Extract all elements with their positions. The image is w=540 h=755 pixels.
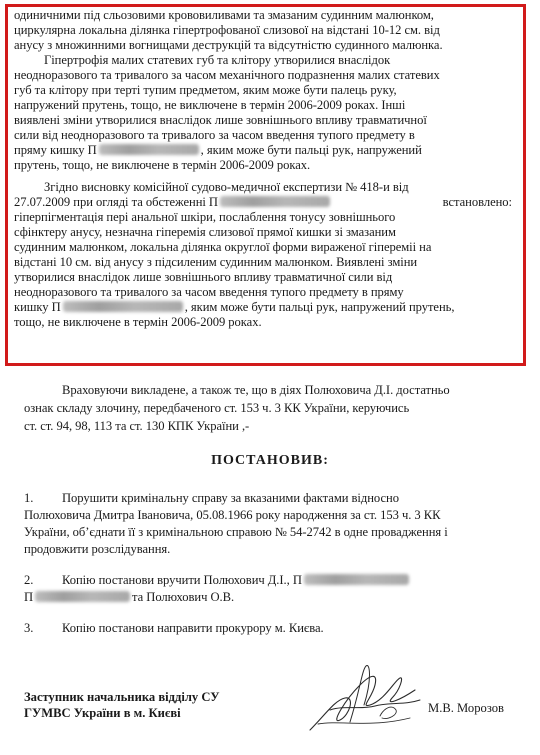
text-line: сфінктеру анусу, незначна гіперемія слизової прямої кишки зі змазаним [14, 225, 396, 239]
redacted-name [35, 591, 130, 602]
text-line [14, 195, 512, 210]
text-line: Полюховича Дмитра Івановича, 05.08.1966 року народження за ст. 153 ч. 3 КК [24, 508, 441, 522]
text-line: Копію постанови направити прокурору м. Києва. [62, 621, 324, 635]
text-line [44, 53, 512, 68]
text-line: неодноразового та тривалого за часом введення тупого предмету в пряму [14, 285, 404, 299]
redacted-name [220, 196, 330, 207]
text-segment: П [24, 590, 34, 604]
text-segment: Гіпертрофія малих статевих губ та клітору утворилися внаслідок [44, 53, 391, 67]
text-segment [14, 195, 332, 210]
text-segment: встановлено: [442, 195, 512, 209]
item-number: 3. [24, 621, 34, 635]
redacted-name [304, 574, 409, 585]
text-line: сили від неодноразового та тривалого за часом введення тупого предмету в [14, 128, 415, 142]
text-line: одиничними під сльозовими крововиливами та змазаним судинним малюнком, [14, 8, 434, 22]
text-line: тощо, не виключене в термін 2006-2009 роках. [14, 315, 262, 329]
redacted-name [63, 301, 183, 312]
text-line: циркулярна локальна ділянка гіпертрофованої слизової на відстані 10-12 см. від [14, 23, 440, 37]
text-segment: 27.07.2009 при огляді та обстеженні П [14, 195, 218, 209]
text-line: утворилися внаслідок лише зовнішнього впливу травматичної сили від [14, 270, 393, 284]
text-line: неодноразового та тривалого за часом механічного подразнення малих статевих [14, 68, 440, 82]
text-line: гіперпігментація пері анальної шкіри, послаблення тонусу зовнішнього [14, 210, 396, 224]
text-segment: , яким може бути пальці рук, напружений [200, 143, 422, 157]
text-segment: кишку П [14, 300, 61, 314]
text-line: ознак складу злочину, передбаченого ст. 153 ч. 3 КК України, керуючись [24, 401, 410, 415]
text-segment: пряму кишку П [14, 143, 97, 157]
text-line: виявлені зміни утворилися внаслідок лише зовнішнього впливу травматичної [14, 113, 427, 127]
text-line: прутень, тощо, не виключене в термін 2006-2009 роках. [14, 158, 311, 172]
text-segment: та Полюхович О.В. [132, 590, 235, 604]
text-line: анусу з множинними вогнищами деструкцій та відсутністю судинного малюнка. [14, 38, 443, 52]
text-line: Враховуючи викладене, а також те, що в діях Полюховича Д.І. достатньо [62, 383, 450, 397]
text-line: напружений прутень, тощо, не виключене в термін 2006-2009 роках. Інші [14, 98, 406, 112]
text-line [62, 573, 411, 588]
text-segment: , яким може бути пальці рук, напружений прутень, [184, 300, 455, 314]
text-line [24, 590, 234, 605]
item-number: 2. [24, 573, 34, 587]
signatory-title: Заступник начальника відділу СУ [24, 690, 220, 704]
text-line [14, 300, 454, 315]
resolution-heading: ПОСТАНОВИВ: [211, 453, 329, 468]
text-line [14, 143, 422, 158]
text-line: губ та клітору при терті тупим предметом, яким може бути палець руку, [14, 83, 397, 97]
text-line: судинним малюнком, локальна ділянка округлої форми вираженої гіпереміі на [14, 240, 432, 254]
text-line: України, об’єднати її з кримінальною справою № 54-2742 в одне провадження і [24, 525, 448, 539]
text-line: продовжити розслідування. [24, 542, 171, 556]
handwritten-signature [300, 660, 430, 740]
text-segment: Копію постанови вручити Полюхович Д.І., П [62, 573, 302, 587]
item-number: 1. [24, 491, 34, 505]
signatory-title: ГУМВС України в м. Києві [24, 706, 181, 720]
text-line: Порушити кримінальну справу за вказаними фактами відносно [62, 491, 399, 505]
text-line: відстані 10 см. від анусу з підсиленим судинним малюнком. Виявлені зміни [14, 255, 418, 269]
signatory-name: М.В. Морозов [428, 701, 504, 715]
text-line: Згідно висновку комісійної судово-медичної експертизи № 418-и від [44, 180, 409, 194]
redacted-name [99, 144, 199, 155]
text-line: ст. ст. 94, 98, 113 та ст. 130 КПК України ,- [24, 419, 250, 433]
